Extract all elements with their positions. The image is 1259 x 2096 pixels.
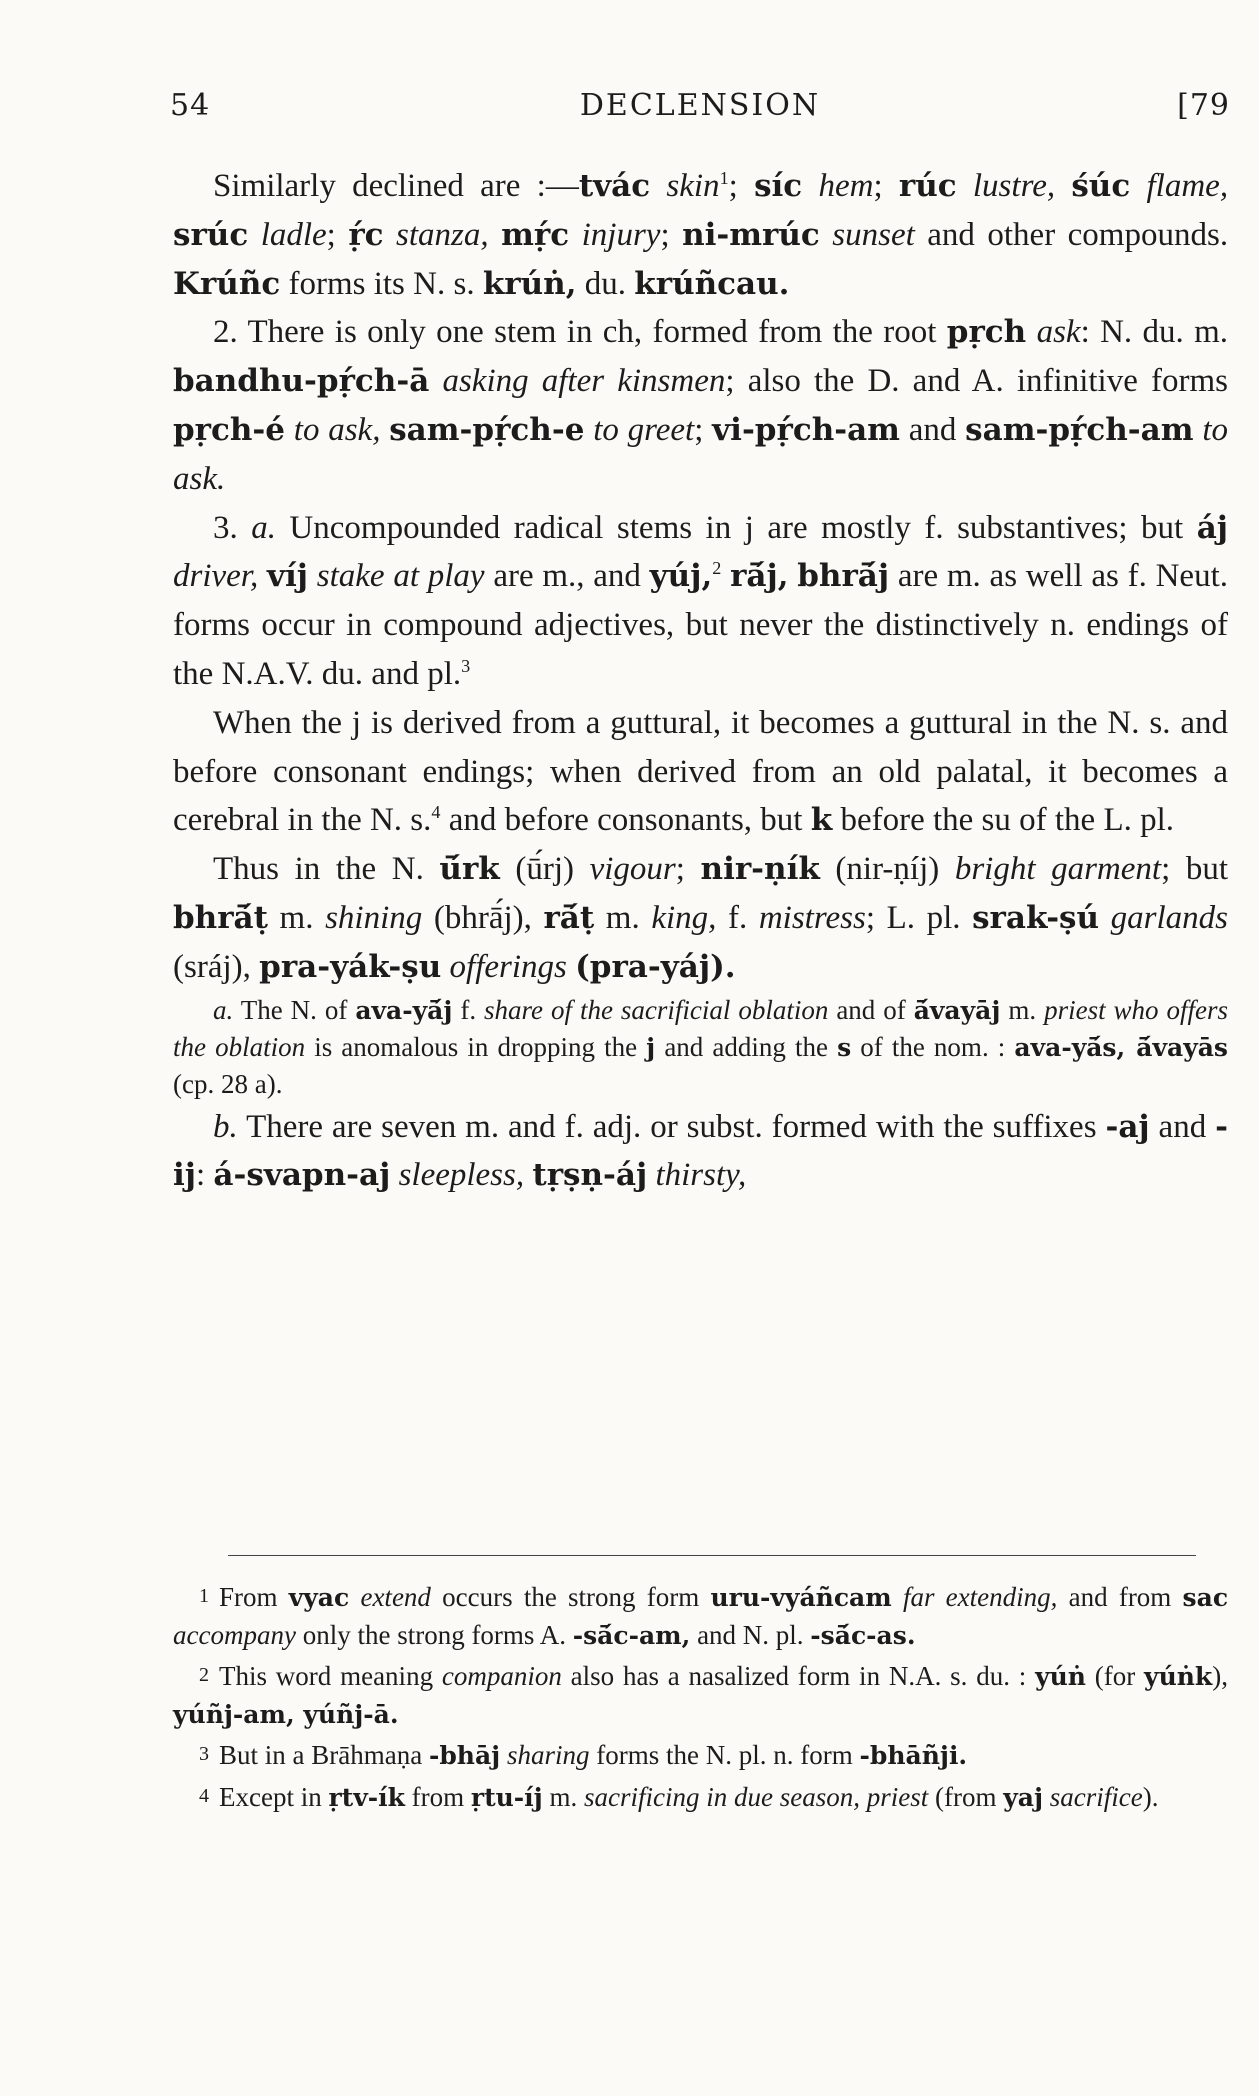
footnote-2: 2 This word meaning companion also has a nasalized form in N.A. s. du. : yúṅ (for yúṅk), yúñj-am, yúñj-ā.: [173, 1661, 1228, 1729]
page-number: 54: [170, 88, 211, 123]
footnote-ref: 2: [712, 558, 722, 579]
footnote-ref: 1: [719, 168, 729, 188]
footnotes: [173, 1578, 1228, 1819]
footnote-3: 3 But in a Brāhmaṇa -bhāj sharing forms the N. pl. n. form -bhāñji.: [199, 1740, 968, 1770]
main-text: [173, 162, 1228, 1200]
paragraph-similarly-declined: Similarly declined are :—tvác skin$^1$; síc hem; rúc lustre, śúc flame, srúc ladle; ṛ́c stanza, mṛ́c injury; ni-mrúc sunset and other compounds. Krúñc forms its N. s. krúṅ, du. krúñcau.: [173, 168, 1229, 302]
paragraph-stems-j: 3. a. Uncompounded radical stems in j are mostly f. substantives; but áj driver, víj stake at play are m., and yúj,$^2$ rā́j, bhrā́j are m. as well as f. Neut. forms occur in compound adjectives, but never the distinctively n. endings of the N.A.V. du. and pl.$^3$: [173, 509, 1228, 692]
footnote-ref: 4: [431, 802, 441, 823]
paragraph-suffixes: b. There are seven m. and f. adj. or subst. formed with the suffixes -aj and -ij: á-svapn-aj sleepless, tṛṣṇ-áj thirsty,: [173, 1108, 1228, 1194]
paragraph-note-avayaj: a. The N. of ava-yā́j f. share of the sacrificial oblation and of ā́vayāj m. priest who offers the oblation is anomalous in dropping the j and adding the s of the nom. : ava-yā́s, ā́vayās (cp. 28 a).: [173, 994, 1228, 1099]
footnote-ref: 3: [461, 655, 471, 676]
footnote-4: 4 Except in ṛtv-ík from ṛtu-íj m. sacrificing in due season, priest (from yaj sacrifice).: [199, 1781, 1159, 1812]
footnote-divider: [228, 1555, 1196, 1556]
running-header: [170, 88, 1230, 132]
paragraph-stem-ch: 2. There is only one stem in ch, formed from the root pṛch ask: N. du. m. bandhu-pṛ́ch-ā asking after kinsmen; also the D. and A. infinitive forms pṛch-é to ask, sam-pṛ́ch-e to greet; vi-pṛ́ch-am and sam-pṛ́ch-am to ask.: [173, 314, 1229, 497]
footnote-1: 1 From vyac extend occurs the strong form uru-vyáñcam far extending, and from sac accompany only the strong forms A. -sā́c-am, and N. pl. -sā́c-as.: [173, 1582, 1229, 1650]
paragraph-examples: Thus in the N. ū́rk (ū́rj) vigour; nir-ṇík (nir-ṇíj) bright garment; but bhrā́ṭ m. shining (bhrā́j), rā́ṭ m. king, f. mistress; L. pl. srak-ṣú garlands (sráj), pra-yák-ṣu offerings (pra-yáj).: [173, 851, 1229, 985]
paragraph-j-derived: When the j is derived from a guttural, it becomes a guttural in the N. s. and before consonant endings; when derived from an old palatal, it becomes a cerebral in the N. s.$^4$ and before consonants, but k before the su of the L. pl.: [173, 704, 1228, 839]
section-number: [79: [1177, 88, 1230, 123]
chapter-title: DECLENSION: [579, 88, 821, 123]
